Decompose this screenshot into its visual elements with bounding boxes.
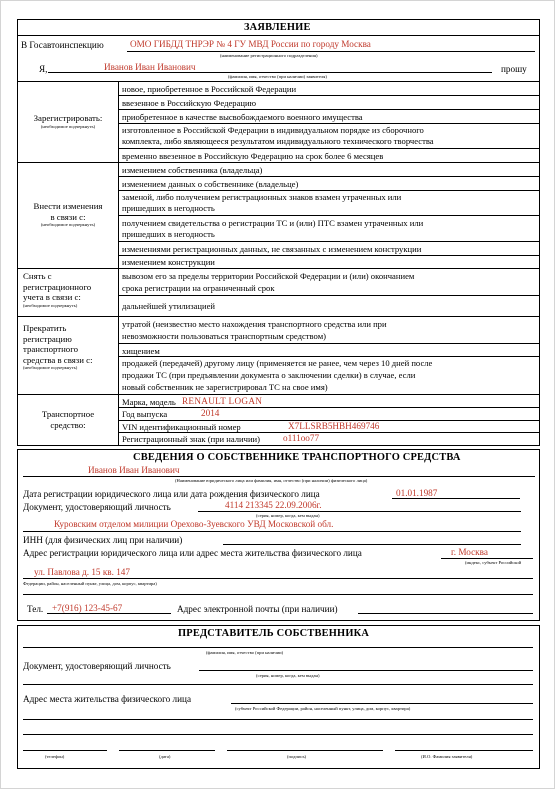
deregister-label-text: Снять с [23, 271, 52, 281]
change-option[interactable]: изменением собственника (владельца) [122, 165, 263, 175]
vehicle-year-value[interactable]: 2014 [201, 408, 220, 418]
deregister-option[interactable]: срока регистрации на ограниченный срок [122, 283, 275, 293]
change-option[interactable]: изменениями регистрационных данных, не связанных с изменением конструкции [122, 244, 422, 254]
vehicle-make-label: Марка, модель [122, 397, 176, 407]
rep-name-note: (фамилия, имя, отчество (при наличии) [206, 650, 284, 655]
change-label-text: в связи с: [50, 211, 86, 222]
name-note: (фамилия, имя, отчество (при наличии) заявителя) [228, 74, 327, 79]
row-line [118, 123, 540, 124]
divider [17, 81, 540, 82]
vehicle-label [19, 409, 117, 430]
rep-address-note: (субъект Российской Федерации, район, населенный пункт, улица, дом, корпус, квартира) [235, 706, 411, 711]
reg-date-underline [392, 498, 520, 499]
email-underline [358, 613, 533, 614]
terminate-option[interactable]: невозможности пользоваться транспортным средством) [122, 331, 326, 341]
doc-underline [198, 511, 521, 512]
phone-underline [47, 613, 171, 614]
applicant-name[interactable]: Иванов Иван Иванович [104, 62, 196, 72]
sig-line-signature [227, 750, 383, 751]
change-option[interactable]: пришедших в негодность [122, 229, 215, 239]
rep-address-underline-2 [23, 719, 533, 720]
change-option[interactable]: изменением данных о собственнике (владельце) [122, 179, 299, 189]
sig-signature-note: (подпись) [287, 754, 307, 759]
owner-address-value1[interactable]: г. Москва [451, 547, 488, 557]
address-underline-2 [23, 578, 533, 579]
row-line [118, 241, 540, 242]
register-option[interactable]: изготовленное в Российской Федерации в индивидуальном порядке из сборочного [122, 125, 424, 135]
owner-phone-label: Тел. [27, 604, 44, 614]
owner-name-underline [23, 476, 535, 477]
terminate-label-text: Прекратить [23, 323, 67, 333]
rep-doc-underline-2 [23, 684, 533, 685]
owner-email-label: Адрес электронной почты (при наличии) [177, 604, 338, 614]
address-underline-1 [441, 558, 533, 559]
terminate-label-text: транспортного [23, 344, 78, 354]
sig-date-note: (дата) [159, 754, 171, 759]
row-line [118, 148, 540, 149]
change-option[interactable]: пришедших в негодность [122, 203, 215, 213]
application-title: ЗАЯВЛЕНИЕ [244, 22, 311, 33]
register-label [19, 113, 117, 130]
vehicle-vin-value[interactable]: X7LLSRB5HBH469746 [288, 421, 380, 431]
deregister-label-text: регистрационного [23, 281, 92, 292]
row-line [118, 215, 540, 216]
owner-reg-date-label: Дата регистрации юридического лица или дата рождения физического лица [23, 489, 320, 499]
owner-reg-date-value[interactable]: 01.01.1987 [396, 488, 438, 498]
terminate-option[interactable]: хищением [122, 346, 160, 356]
name-underline [48, 72, 492, 73]
rep-address-underline [231, 703, 533, 704]
owner-doc-label: Документ, удостоверяющий личность [23, 502, 171, 512]
owner-title: СВЕДЕНИЯ О СОБСТВЕННИКЕ ТРАНСПОРТНОГО СРЕДСТВА [133, 452, 461, 463]
row-line [118, 190, 540, 191]
change-note: (необходимое подчеркнуть) [40, 222, 96, 227]
rep-doc-underline [199, 670, 533, 671]
change-label [19, 201, 117, 228]
vehicle-label-text: Транспортное [41, 409, 95, 419]
change-label-text: Внести изменения [33, 201, 103, 211]
issued-by-underline [23, 531, 521, 532]
rep-address-label: Адрес места жительства физического лица [23, 694, 192, 704]
section-line [17, 268, 540, 269]
divider [17, 35, 540, 36]
terminate-note: (необходимое подчеркнуть) [23, 365, 78, 370]
representative-title: ПРЕДСТАВИТЕЛЬ СОБСТВЕННИКА [178, 628, 370, 639]
table-divider [118, 81, 119, 446]
register-label-text: Зарегистрировать: [33, 113, 103, 123]
i-label: Я, [39, 64, 48, 74]
row-line [118, 356, 540, 357]
deregister-label-text: учета в связи с: [23, 292, 81, 302]
rep-doc-note: (серия, номер, когда, кем выдан) [256, 673, 320, 678]
rep-doc-label: Документ, удостоверяющий личность [23, 661, 171, 671]
owner-doc-note: (серия, номер, когда, кем выдан) [256, 513, 320, 518]
owner-doc-value[interactable]: 4114 213345 22.09.2006г. [225, 500, 322, 510]
rep-name-underline [23, 647, 533, 648]
change-option[interactable]: изменением конструкции [122, 257, 215, 267]
vehicle-year-label: Год выпуска [122, 409, 168, 419]
rep-address-underline-3 [23, 734, 533, 735]
sig-line-phone [23, 750, 107, 751]
to-value[interactable]: ОМО ГИБДД ТНРЭР № 4 ГУ МВД России по городу Москва [130, 39, 371, 49]
owner-phone-value[interactable]: +7(916) 123-45-67 [52, 603, 123, 613]
row-line [118, 95, 540, 96]
section-line [17, 316, 540, 317]
row-line [118, 343, 540, 344]
row-line [118, 407, 540, 408]
row-line [118, 176, 540, 177]
owner-inn-label: ИНН (для физических лиц при наличии) [23, 535, 183, 545]
deregister-option[interactable]: вывозом его за пределы территории Российской Федерации и (или) окончанием [122, 271, 415, 281]
owner-address-note2: Федерации, район, населенный пункт, улица, дом, корпус, квартира) [23, 581, 157, 586]
terminate-label-text: регистрацию [23, 333, 72, 344]
terminate-option[interactable]: продажей (передачей) другому лицу (применяется не ранее, чем через 10 дней после [122, 358, 433, 368]
owner-name-value[interactable]: Иванов Иван Иванович [88, 465, 180, 475]
vehicle-plate-value[interactable]: о111оо77 [283, 433, 320, 443]
row-line [118, 295, 540, 296]
to-underline [127, 51, 535, 52]
owner-address-value2[interactable]: ул. Павлова д. 15 кв. 147 [34, 567, 130, 577]
sig-line-name [395, 750, 533, 751]
change-option[interactable]: заменой, либо получением регистрационных знаков взамен утраченных или [122, 192, 402, 202]
register-option[interactable]: новое, приобретенное в Российской Федерации [122, 84, 297, 94]
owner-address-label: Адрес регистрации юридического лица или адрес места жительства физического лица [23, 548, 362, 558]
terminate-option[interactable]: продажи ТС (при предъявлении документа о заключении сделки) в случае, если [122, 370, 416, 380]
sig-line-date [119, 750, 215, 751]
register-option[interactable]: ввезенное в Российскую Федерацию [122, 98, 257, 108]
row-line [118, 432, 540, 433]
vehicle-label-text: средство: [50, 419, 86, 430]
address-underline-3 [23, 594, 533, 595]
owner-name-note: (Наименование юридического лица или фамилия, имя, отчество (при наличии) физического лица) [175, 478, 368, 483]
register-option[interactable]: комплекта, либо являющееся результатом индивидуального технического творчества [122, 136, 434, 146]
inn-underline [223, 544, 521, 545]
row-line [118, 255, 540, 256]
request-word: прошу [501, 64, 527, 74]
deregister-option[interactable]: дальнейшей утилизацией [122, 301, 216, 311]
section-line [17, 162, 540, 163]
terminate-label-text: средства в связи с: [23, 354, 93, 365]
terminate-label [19, 323, 121, 371]
to-note: (наименование регистрационного подразделения) [220, 53, 318, 58]
change-option[interactable]: получением свидетельства о регистрации ТС и (или) ПТС взамен утраченных или [122, 218, 424, 228]
register-note: (необходимое подчеркнуть) [40, 123, 96, 129]
terminate-option[interactable]: утратой (неизвестно место нахождения транспортного средства или при [122, 319, 387, 329]
section-line [17, 394, 540, 395]
row-line [118, 109, 540, 110]
register-option[interactable]: временно ввезенное в Российскую Федерацию на срок более 6 месяцев [122, 151, 384, 161]
owner-address-note1: (индекс, субъект Российской [465, 560, 522, 565]
vehicle-make-value[interactable]: RENAULT LOGAN [182, 396, 263, 406]
vehicle-plate-label: Регистрационный знак (при наличии) [122, 434, 260, 444]
owner-issued-by-value[interactable]: Куровским отделом милиции Орехово-Зуевского УВД Московской обл. [54, 519, 334, 529]
sig-phone-note: (телефон) [45, 754, 65, 759]
to-label: В Госавтоинспекцию [21, 40, 104, 50]
terminate-option[interactable]: новый собственник не зарегистрировал ТС на свое имя) [122, 382, 328, 392]
deregister-note: (необходимое подчеркнуть) [23, 302, 78, 308]
deregister-label [19, 271, 121, 309]
sig-name-note: (И.О. Фамилия заявителя) [421, 754, 473, 759]
register-option[interactable]: приобретенное в качестве высвобождаемого военного имущества [122, 112, 363, 122]
vehicle-vin-label: VIN идентификационный номер [122, 422, 241, 432]
